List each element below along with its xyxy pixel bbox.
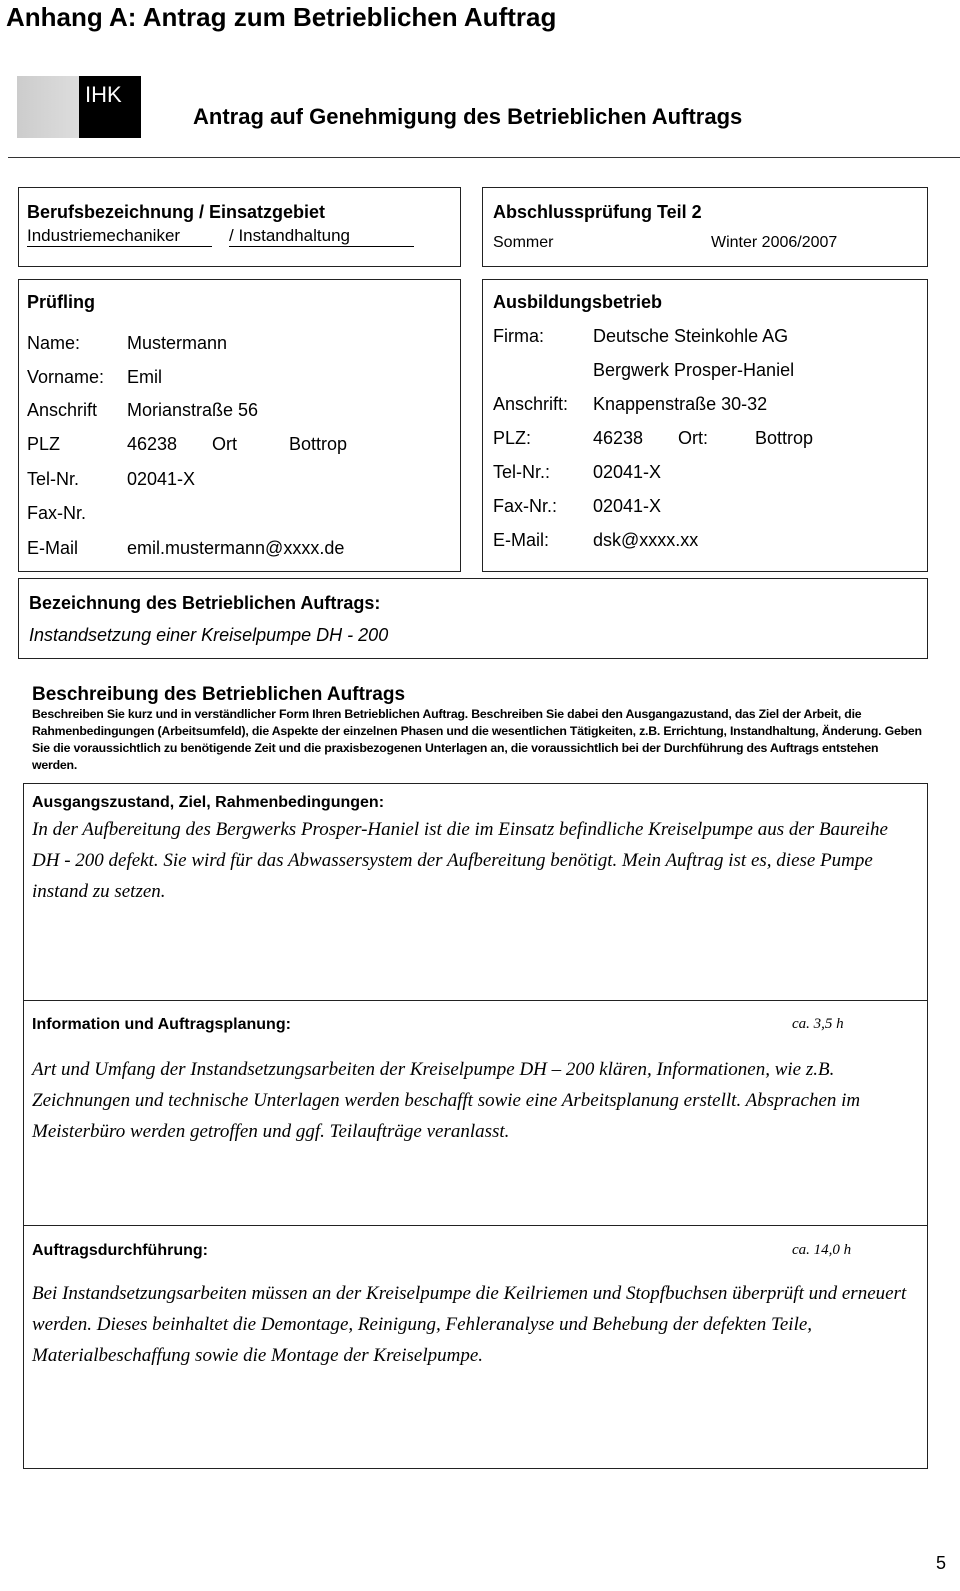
field-value: 02041-X [593, 462, 662, 482]
field-label: Name: [27, 333, 81, 353]
page-title: Anhang A: Antrag zum Betrieblichen Auftrag [6, 2, 557, 32]
ort-label: Ort [212, 434, 237, 454]
beruf-label: Berufsbezeichnung / Einsatzgebiet [27, 202, 326, 222]
field-label: E-Mail: [493, 530, 550, 550]
field-value: 46238 [127, 434, 178, 454]
form-title: Antrag auf Genehmigung des Betrieblichen Auftrags [193, 104, 743, 129]
sommer-option: Sommer [493, 234, 554, 251]
betrieb-label: Ausbildungsbetrieb [493, 292, 663, 312]
divider [24, 1000, 927, 1001]
field-label: Tel-Nr. [27, 469, 80, 489]
section-text: Art und Umfang der Instandsetzungsarbeiten der Kreiselpumpe DH – 200 klären, Informationen, wie z.B. Zeichnungen und technische Unterlagen werden beschafft sowie eine Arbeitsplanung erstellt. Absprachen im Meisterbüro werden getroffen und ggf. Teilaufträge veranlasst. [32, 1059, 861, 1142]
section-text: Bei Instandsetzungsarbeiten müssen an der Kreiselpumpe die Keilriemen und Stopfbuchsen überprüft und erneuert werden. Dieses beinhaltet die Demontage, Reinigung, Fehleranalyse und Behebung der defekten Teile, Materialbeschaffung sowie die Montage der Kreiselpumpe. [32, 1283, 907, 1366]
section-label: Auftragsdurchführung: [32, 1242, 208, 1259]
field-value: Morianstraße 56 [127, 400, 259, 420]
page-number: 5 [936, 1553, 947, 1573]
field-value: Bergwerk Prosper-Haniel [593, 360, 795, 380]
description-box [23, 783, 928, 1469]
section-time: ca. 3,5 h [792, 1016, 844, 1032]
field-value: emil.mustermann@xxxx.de [127, 538, 345, 558]
section-text: In der Aufbereitung des Bergwerks Prosper-Haniel ist die im Einsatz befindliche Kreiselpumpe aus der Baureihe DH - 200 defekt. Sie wird für das Abwassersystem der Aufbereitung benötigt. Mein Auftrag ist es, diese Pumpe instand zu setzen. [32, 819, 888, 902]
field-label: Anschrift [27, 400, 98, 420]
ort-value: Bottrop [289, 434, 348, 454]
bezeichnung-box [18, 578, 928, 659]
ort-value: Bottrop [755, 428, 814, 448]
field-label: Fax-Nr. [27, 503, 87, 523]
ihk-logo: IHK [17, 76, 141, 138]
betrieb-box [482, 279, 928, 572]
field-label: Tel-Nr.: [493, 462, 551, 482]
bezeichnung-value: Instandsetzung einer Kreiselpumpe DH - 200 [29, 625, 389, 645]
field-label: Firma: [493, 326, 544, 346]
section-time: ca. 14,0 h [792, 1242, 852, 1258]
bezeichnung-label: Bezeichnung des Betrieblichen Auftrags: [29, 593, 381, 613]
field-value: Mustermann [127, 333, 228, 353]
beschreibung-instructions: Beschreiben Sie kurz und in verständlicher Form Ihren Betrieblichen Auftrag. Beschreiben Sie dabei den Ausgangazustand, das Ziel der Arbeit, die Rahmenbedingungen (Arbeitsumfeld), die Aspekte der einzelnen Phasen und die wesentlichen Tätigkeiten, z.B. Errichtung, Instandhaltung, Änderung. Geben Sie die voraussichtlich zu benötigende Zeit und die praxisbezogenen Unterlagen an, die voraussichtlich bei der Durchführung des Auftrags entstehen werden. [32, 707, 922, 772]
beruf-value: Industriemechaniker [27, 226, 212, 247]
field-value: dsk@xxxx.xx [593, 530, 699, 550]
pruefung-label: Abschlussprüfung Teil 2 [493, 202, 702, 222]
pruefling-box [18, 279, 461, 572]
beruf-box [18, 187, 461, 267]
field-value: Emil [127, 367, 162, 387]
field-label: Fax-Nr.: [493, 496, 558, 516]
field-value: 02041-X [593, 496, 662, 516]
field-value: 46238 [593, 428, 644, 448]
divider [8, 157, 960, 158]
section-label: Ausgangszustand, Ziel, Rahmenbedingungen: [32, 794, 385, 811]
field-value: Knappenstraße 30-32 [593, 394, 768, 414]
field-label: PLZ: [493, 428, 532, 448]
winter-option: Winter 2006/2007 [711, 234, 838, 251]
field-value: Deutsche Steinkohle AG [593, 326, 789, 346]
field-value: 02041-X [127, 469, 196, 489]
gebiet-value: / Instandhaltung [229, 226, 414, 247]
field-label: PLZ [27, 434, 61, 454]
field-label: Anschrift: [493, 394, 569, 414]
section-label: Information und Auftragsplanung: [32, 1016, 291, 1033]
beschreibung-heading: Beschreibung des Betrieblichen Auftrags [32, 684, 406, 705]
pruefling-label: Prüfling [27, 292, 95, 312]
pruefung-box [482, 187, 928, 267]
divider [24, 1225, 927, 1226]
field-label: E-Mail [27, 538, 79, 558]
ort-label: Ort: [678, 428, 708, 448]
field-label: Vorname: [27, 367, 105, 387]
